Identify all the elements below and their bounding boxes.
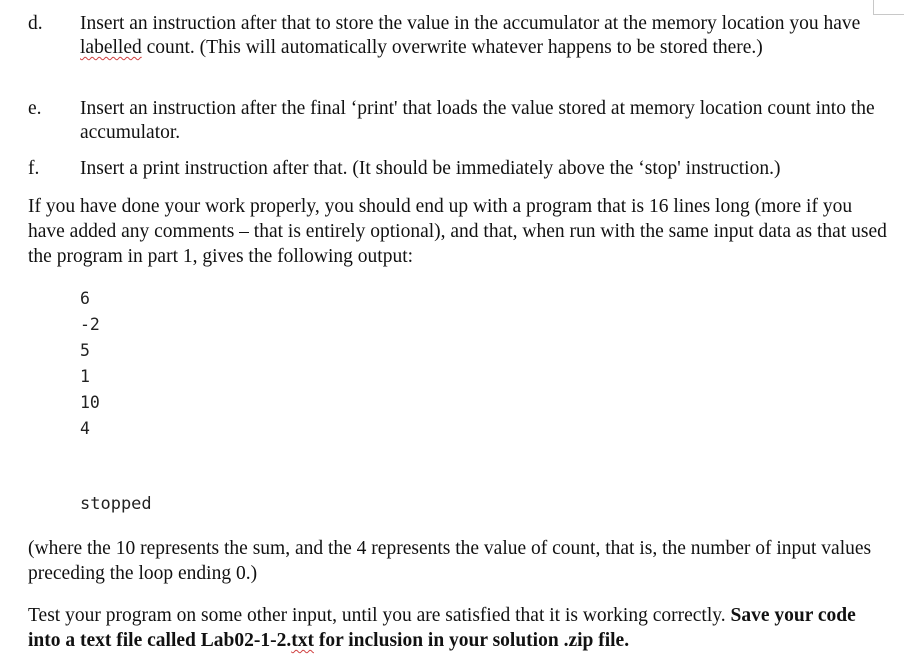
output-line: 10 — [80, 393, 100, 412]
spellcheck-word: txt — [291, 630, 314, 651]
output-line: 6 — [80, 289, 90, 308]
list-text: Insert an instruction after the final ‘print' that loads the value stored at memory location count into the accumulator. — [80, 98, 875, 143]
text-fragment: count. (This will automatically overwrite whatever happens to be stored there.) — [141, 37, 763, 58]
list-marker: f. — [28, 158, 40, 179]
list-marker: d. — [28, 13, 43, 34]
output-line: 1 — [80, 367, 90, 386]
instruction-paragraph — [28, 603, 888, 653]
list-text: Insert a print instruction after that. (It should be immediately above the ‘stop' instruction.) — [80, 158, 781, 179]
list-text — [80, 12, 880, 60]
list-marker: e. — [28, 98, 42, 119]
text-fragment: Test your program on some other input, until you are satisfied that it is working correctly. — [28, 605, 731, 626]
explanation-paragraph: (where the 10 represents the sum, and the 4 represents the value of count, that is, the number of input values preceding the loop ending 0.) — [28, 538, 872, 584]
result-paragraph: If you have done your work properly, you should end up with a program that is 16 lines long (more if you have added any comments – that is entirely optional), and that, when run with the same input data as that used the program in part 1, gives the following output: — [28, 196, 887, 267]
spellcheck-word: labelled — [80, 37, 142, 58]
bold-text: Save your code into a text file called Lab02-1-2. — [28, 605, 856, 651]
output-stopped: stopped — [80, 494, 152, 514]
program-output — [80, 286, 100, 442]
output-line: -2 — [80, 315, 100, 334]
text-fragment: Insert an instruction after that to store the value in the accumulator at the memory location you have — [80, 13, 861, 34]
output-line: 5 — [80, 341, 90, 360]
output-line: 4 — [80, 419, 90, 438]
bold-text: for inclusion in your solution .zip file. — [313, 630, 630, 651]
